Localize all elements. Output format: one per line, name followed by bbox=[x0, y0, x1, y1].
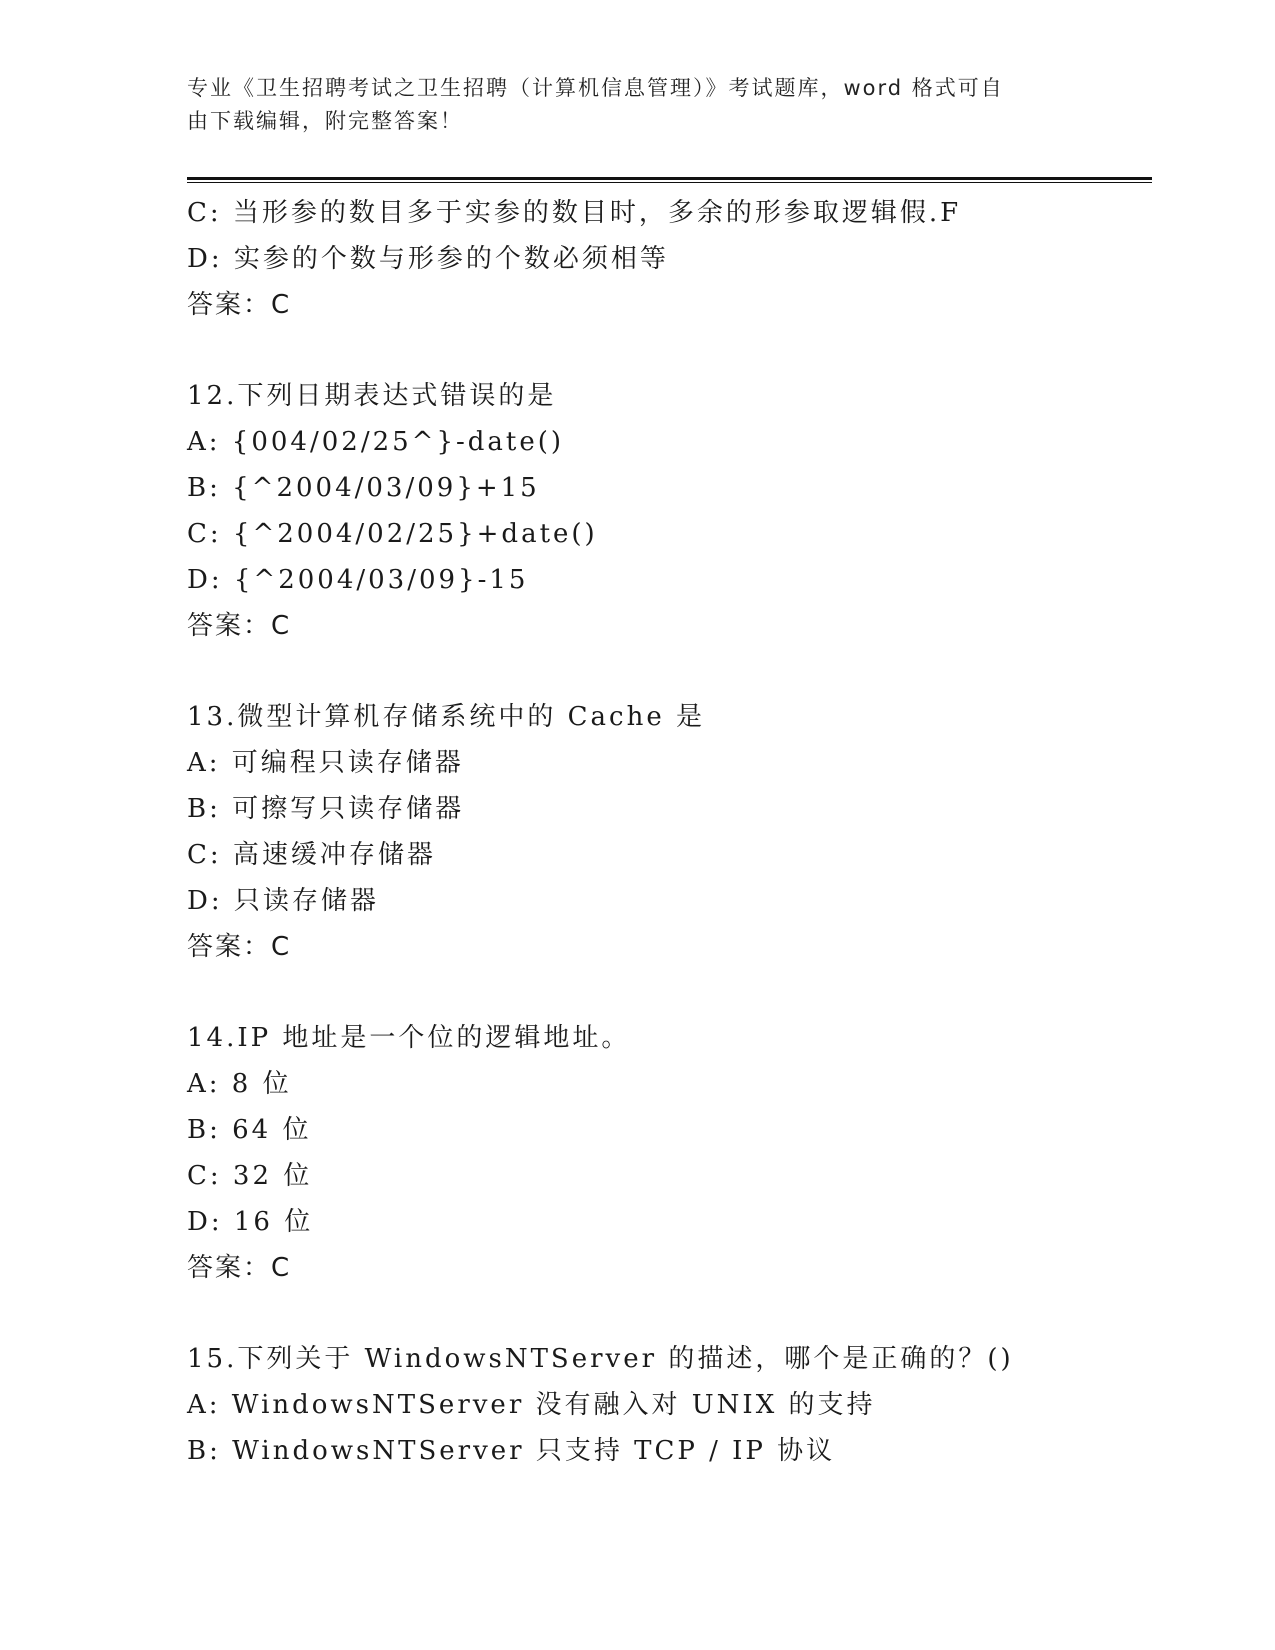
option-b: B: WindowsNTServer 只支持 TCP / IP 协议 bbox=[187, 1436, 836, 1466]
header-line-1: 专业《卫生招聘考试之卫生招聘（计算机信息管理）》考试题库，word 格式可自 bbox=[187, 76, 1004, 100]
option-a: A: WindowsNTServer 没有融入对 UNIX 的支持 bbox=[187, 1390, 876, 1420]
question-15 bbox=[187, 1336, 1152, 1474]
header-line-2: 由下载编辑，附完整答案！ bbox=[187, 109, 463, 133]
question-text: 14.IP 地址是一个位的逻辑地址。 bbox=[187, 1023, 631, 1053]
answer: 答案：C bbox=[187, 611, 292, 641]
option-d: D: 只读存储器 bbox=[187, 886, 379, 916]
option-b: B: {^2004/03/09}+15 bbox=[187, 473, 540, 503]
header-rule-thin bbox=[187, 182, 1152, 183]
question-text: 13.微型计算机存储系统中的 Cache 是 bbox=[187, 702, 705, 732]
option-c: C: {^2004/02/25}+date() bbox=[187, 519, 598, 549]
question-11-remainder bbox=[187, 190, 1152, 328]
option-c: C: 32 位 bbox=[187, 1161, 313, 1191]
answer: 答案：C bbox=[187, 290, 292, 320]
question-list bbox=[187, 190, 1152, 1474]
answer: 答案：C bbox=[187, 1253, 292, 1283]
option-a: A: 可编程只读存储器 bbox=[187, 748, 464, 778]
option-b: B: 64 位 bbox=[187, 1115, 312, 1145]
option-c: C: 当形参的数目多于实参的数目时，多余的形参取逻辑假.F bbox=[187, 198, 962, 228]
header-rule-thick bbox=[187, 177, 1152, 180]
option-a: A: 8 位 bbox=[187, 1069, 292, 1099]
question-text: 12.下列日期表达式错误的是 bbox=[187, 381, 557, 411]
option-d: D: 16 位 bbox=[187, 1207, 314, 1237]
option-a: A: {004/02/25^}-date() bbox=[187, 427, 565, 457]
option-b: B: 可擦写只读存储器 bbox=[187, 794, 465, 824]
document-header bbox=[187, 72, 1067, 138]
question-14 bbox=[187, 1015, 1152, 1291]
answer: 答案：C bbox=[187, 932, 292, 962]
option-d: D: {^2004/03/09}-15 bbox=[187, 565, 529, 595]
option-d: D: 实参的个数与形参的个数必须相等 bbox=[187, 244, 669, 274]
question-text: 15.下列关于 WindowsNTServer 的描述，哪个是正确的？() bbox=[187, 1344, 1014, 1374]
option-c: C: 高速缓冲存储器 bbox=[187, 840, 436, 870]
question-12 bbox=[187, 373, 1152, 649]
question-13 bbox=[187, 694, 1152, 970]
